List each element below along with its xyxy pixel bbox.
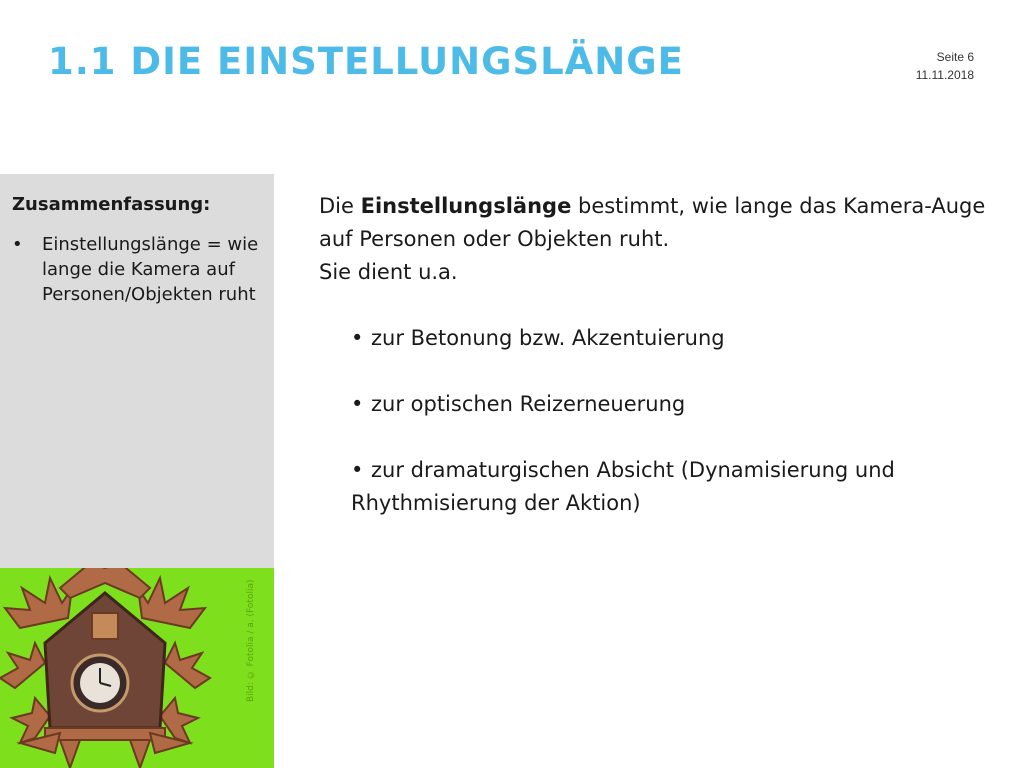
point-text: zur optischen Reizerneuerung: [371, 392, 686, 416]
list-item: [319, 388, 999, 421]
main-content: [319, 190, 999, 520]
intro-paragraph: [319, 190, 999, 256]
summary-title: Zusammenfassung:: [12, 194, 211, 215]
slide-date: 11.11.2018: [915, 68, 974, 82]
intro-text-rest: bestimmt, wie lange das Kamera-Auge auf Personen oder Objekten ruht.: [319, 194, 986, 251]
point-text: zur dramaturgischen Absicht (Dynamisierung und: [371, 458, 895, 482]
bullet-icon: •: [351, 458, 364, 482]
intro-line2: Sie dient u.a.: [319, 260, 458, 284]
points-list: [319, 322, 999, 520]
summary-item: [12, 232, 262, 307]
summary-list: [12, 232, 262, 307]
image-credit: Bild: © Fotolia / a. (Fotolia): [246, 579, 256, 702]
summary-item-text: Einstellungslänge = wie lange die Kamera auf Personen/Objekten ruht: [42, 234, 259, 305]
point-text: zur Betonung bzw. Akzentuierung: [371, 326, 725, 350]
list-item: [319, 454, 999, 520]
page-title: 1.1 DIE EINSTELLUNGSLÄNGE: [48, 40, 684, 83]
point-text-continued: Rhythmisierung der Aktion): [351, 491, 641, 515]
intro-text: Die: [319, 194, 361, 218]
bullet-icon: •: [351, 392, 364, 416]
slide-meta: [916, 48, 974, 84]
bullet-icon: •: [351, 326, 364, 350]
cuckoo-clock-image: [0, 568, 274, 768]
page-number: Seite 6: [936, 50, 974, 64]
intro-bold-term: Einstellungslänge: [360, 194, 572, 218]
bullet-icon: •: [12, 234, 23, 255]
list-item: [319, 322, 999, 355]
cuckoo-clock-icon: [0, 568, 274, 768]
summary-sidebar: [0, 174, 274, 568]
